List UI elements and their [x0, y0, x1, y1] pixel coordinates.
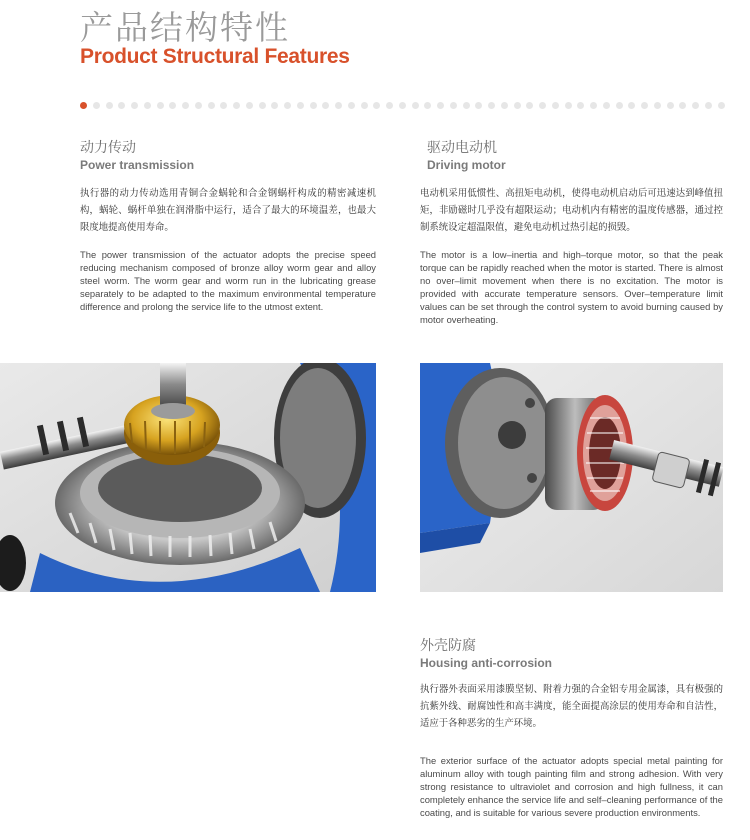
pagination-dot-active[interactable]	[80, 102, 87, 109]
pagination-dot[interactable]	[667, 102, 674, 109]
pagination-dot[interactable]	[93, 102, 100, 109]
section-title-en: Housing anti-corrosion	[420, 656, 552, 670]
pagination-dot[interactable]	[246, 102, 253, 109]
section-title-zh: 外壳防腐	[420, 638, 476, 654]
section-title-en: Driving motor	[427, 158, 506, 172]
pagination-dot[interactable]	[157, 102, 164, 109]
section-title-en: Power transmission	[80, 158, 195, 172]
pagination-dot[interactable]	[271, 102, 278, 109]
pagination-dot[interactable]	[373, 102, 380, 109]
section-body-zh: 执行器的动力传动选用青铜合金蜗轮和合金钢蜗杆构成的精密减速机构，蜗轮、蜗杆单独在润滑脂中运行，适合了最大的环境温差，也最大限度地提高使用寿命。	[80, 188, 376, 233]
pagination-dot[interactable]	[220, 102, 227, 109]
pagination-dot[interactable]	[424, 102, 431, 109]
section-title-zh: 动力传动	[80, 140, 136, 156]
pagination-dot[interactable]	[322, 102, 329, 109]
pagination-dot[interactable]	[654, 102, 661, 109]
pagination-dot[interactable]	[182, 102, 189, 109]
pagination-dot[interactable]	[361, 102, 368, 109]
pagination-dot[interactable]	[386, 102, 393, 109]
section-body-en: The exterior surface of the actuator adopts special metal painting for aluminum alloy with tough painting film and strong adhesion. With very strong resistance to ultraviolet and corrosion and high fullness, it can completely enhance the service life and self–cleaning performance of the coating, and is suitable for various severe production environments.	[420, 755, 723, 818]
worm-gear-image	[0, 363, 376, 592]
pagination-dots	[80, 101, 725, 109]
pagination-dot[interactable]	[144, 102, 151, 109]
pagination-dot[interactable]	[437, 102, 444, 109]
pagination-dot[interactable]	[310, 102, 317, 109]
pagination-dot[interactable]	[208, 102, 215, 109]
pagination-dot[interactable]	[692, 102, 699, 109]
pagination-dot[interactable]	[284, 102, 291, 109]
pagination-dot[interactable]	[169, 102, 176, 109]
pagination-dot[interactable]	[131, 102, 138, 109]
pagination-dot[interactable]	[335, 102, 342, 109]
pagination-dot[interactable]	[705, 102, 712, 109]
page-title-en: Product Structural Features	[80, 45, 350, 68]
motor-rotor-image	[420, 363, 723, 592]
section-body-zh: 执行器外表面采用漆膜坚韧、附着力强的合金铝专用金属漆，具有极强的抗紫外线、耐腐蚀性和高丰满度，能全面提高涂层的使用寿命和自洁性，适应于各种恶劣的生产环境。	[420, 684, 723, 729]
pagination-dot[interactable]	[195, 102, 202, 109]
section-title-zh: 驱动电动机	[427, 140, 497, 156]
pagination-dot[interactable]	[348, 102, 355, 109]
section-body-en: The motor is a low–inertia and high–torque motor, so that the peak torque can be rapidly reached when the motor is started. There is almost no over–limit movement when there is no excitation. The motor is provided with accurate temperature sensors. Over–temperature limit values can be set through the control system to avoid burning caused by motor overheating.	[420, 249, 723, 325]
pagination-dot[interactable]	[539, 102, 546, 109]
pagination-dot[interactable]	[259, 102, 266, 109]
pagination-dot[interactable]	[106, 102, 113, 109]
pagination-dot[interactable]	[526, 102, 533, 109]
pagination-dot[interactable]	[118, 102, 125, 109]
pagination-dot[interactable]	[590, 102, 597, 109]
pagination-dot[interactable]	[603, 102, 610, 109]
pagination-dot[interactable]	[488, 102, 495, 109]
pagination-dot[interactable]	[628, 102, 635, 109]
pagination-dot[interactable]	[399, 102, 406, 109]
page-title-zh: 产品结构特性	[80, 8, 290, 47]
pagination-dot[interactable]	[616, 102, 623, 109]
pagination-dot[interactable]	[514, 102, 521, 109]
pagination-dot[interactable]	[565, 102, 572, 109]
pagination-dot[interactable]	[475, 102, 482, 109]
pagination-dot[interactable]	[501, 102, 508, 109]
section-body-en: The power transmission of the actuator adopts the precise speed reducing mechanism composed of bronze alloy worm gear and alloy steel worm. The worm gear and worm run in the lubricating grease separately to be adapted to the maximum environmental temperature difference and prolong the service life to the utmost extent.	[80, 249, 376, 312]
pagination-dot[interactable]	[679, 102, 686, 109]
pagination-dot[interactable]	[450, 102, 457, 109]
pagination-dot[interactable]	[297, 102, 304, 109]
pagination-dot[interactable]	[718, 102, 725, 109]
pagination-dot[interactable]	[641, 102, 648, 109]
pagination-dot[interactable]	[233, 102, 240, 109]
pagination-dot[interactable]	[463, 102, 470, 109]
pagination-dot[interactable]	[412, 102, 419, 109]
pagination-dot[interactable]	[552, 102, 559, 109]
pagination-dot[interactable]	[577, 102, 584, 109]
section-body-zh: 电动机采用低惯性、高扭矩电动机，使得电动机启动后可迅速达到峰值扭矩，非励磁时几乎没有超限运动；电动机内有精密的温度传感器，通过控制系统设定超温限值，避免电动机过热引起的损毁。	[420, 188, 723, 233]
